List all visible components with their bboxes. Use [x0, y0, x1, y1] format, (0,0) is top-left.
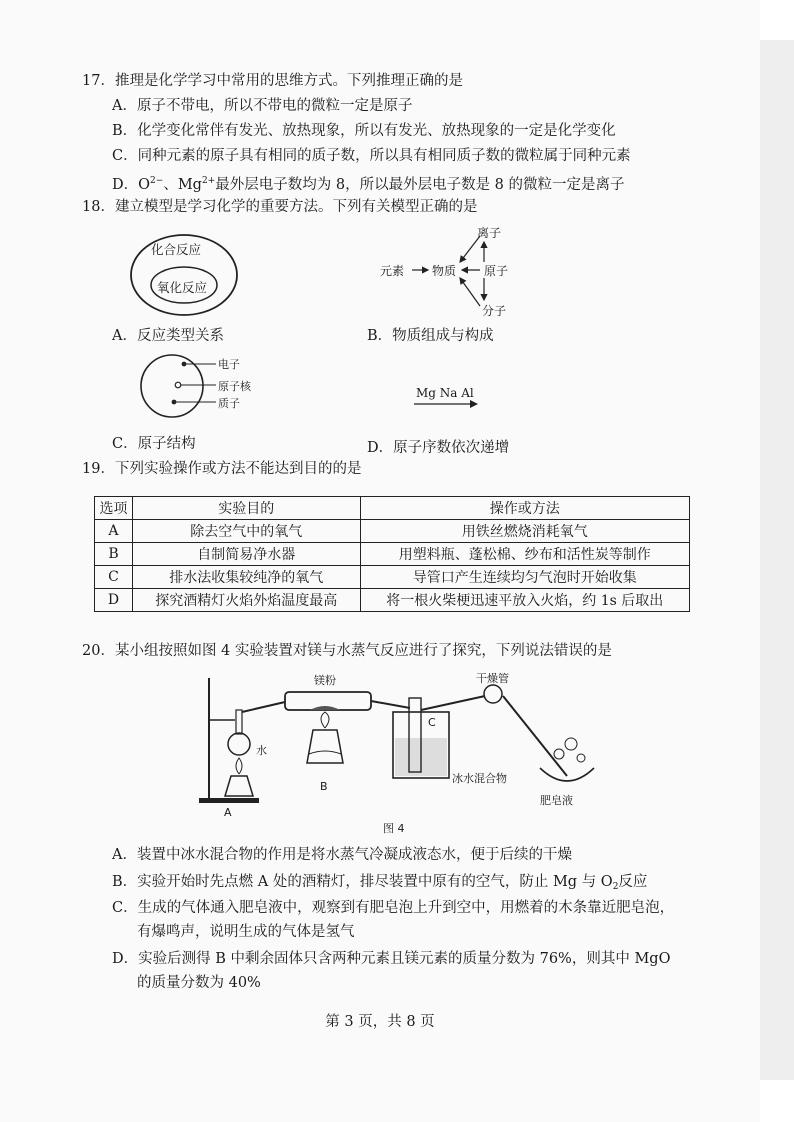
q18-a-inner-label: 氧化反应	[157, 280, 208, 295]
q20-label-mg: 镁粉	[314, 674, 336, 687]
q17-option-d: D．$O^{2-}$、$Mg^{2+}$最外层电子数均为 8，所以最外层电子数是 8 的微粒一定是离子	[112, 176, 625, 193]
table-cell: C	[95, 566, 133, 589]
q20-option-b: B．实验开始时先点燃 A 处的酒精灯，排尽装置中原有的空气，防止 Mg 与 $O_2$反应	[112, 874, 648, 892]
q18-b-wuzhi: 物质	[432, 264, 457, 278]
q18-b-yuansu: 元素	[380, 264, 405, 278]
q20-label-soap: 肥皂液	[540, 794, 573, 807]
scan-edge	[760, 40, 794, 1080]
q20-option-a: A．装置中冰水混合物的作用是将水蒸气冷凝成液态水，便于后续的干燥	[112, 847, 572, 863]
table-cell: 用塑料瓶、蓬松棉、纱布和活性炭等制作	[360, 543, 689, 566]
q19-stem: 19．下列实验操作或方法不能达到目的的是	[82, 461, 362, 477]
electron-dot	[182, 362, 187, 367]
q20-label-ice: 冰水混合物	[452, 772, 507, 785]
q20-figure-caption: 图 4	[383, 822, 405, 835]
q20-option-c: C．生成的气体通入肥皂液中，观察到有肥皂泡上升到空中，用燃着的木条靠近肥皂泡，	[112, 900, 675, 916]
nucleus-dot	[175, 382, 181, 388]
q18-b-fenzi: 分子	[482, 304, 507, 318]
table-row	[95, 543, 690, 566]
table-cell: 自制简易净水器	[132, 543, 360, 566]
q18-c-nucleus: 原子核	[218, 380, 251, 393]
q17-option-c: C．同种元素的原子具有相同的质子数，所以具有相同质子数的微粒属于同种元素	[112, 148, 631, 164]
flask-a	[228, 733, 250, 755]
q20-label-a: A	[224, 806, 232, 819]
table-row	[95, 589, 690, 612]
q19-table	[94, 496, 690, 612]
q18-c-electron: 电子	[218, 358, 240, 371]
table-cell: B	[95, 543, 133, 566]
q20-option-d: D．实验后测得 B 中剩余固体只含两种元素且镁元素的质量分数为 76%，则其中 MgO	[112, 951, 671, 967]
table-header-cell: 选项	[95, 497, 133, 520]
table-header-row	[95, 497, 690, 520]
q18-d-arrow	[414, 400, 478, 410]
q20-label-c: C	[428, 716, 436, 729]
table-cell: 导管口产生连续均匀气泡时开始收集	[360, 566, 689, 589]
q17-option-b: B．化学变化常伴有发光、放热现象，所以有发光、放热现象的一定是化学变化	[112, 123, 616, 139]
burner-a	[225, 776, 253, 796]
q20-label-b: B	[320, 780, 328, 793]
table-cell: 排水法收集较纯净的氧气	[132, 566, 360, 589]
iron-stand-base	[199, 798, 259, 803]
table-row	[95, 520, 690, 543]
q18-b-lizi: 离子	[477, 226, 502, 240]
q20-stem: 20．某小组按照如图 4 实验装置对镁与水蒸气反应进行了探究，下列说法错误的是	[82, 643, 612, 659]
q18-c-diagram	[138, 352, 218, 422]
q20-label-water: 水	[256, 744, 267, 757]
q17-option-a: A．原子不带电，所以不带电的微粒一定是原子	[112, 98, 413, 114]
table-row	[95, 566, 690, 589]
proton-dot	[172, 400, 177, 405]
q18-b-yuanzi: 原子	[484, 264, 509, 278]
q18-a-caption: A．反应类型关系	[112, 328, 224, 344]
table-cell: A	[95, 520, 133, 543]
q18-c-proton: 质子	[218, 397, 240, 410]
table-cell: 用铁丝燃烧消耗氧气	[360, 520, 689, 543]
page-footer: 第 3 页，共 8 页	[325, 1014, 435, 1030]
table-cell: 探究酒精灯火焰外焰温度最高	[132, 589, 360, 612]
q20-option-d-cont: 的质量分数为 40%	[137, 975, 261, 991]
q20-option-c-cont: 有爆鸣声，说明生成的气体是氢气	[137, 924, 355, 940]
q17-stem: 17．推理是化学学习中常用的思维方式。下列推理正确的是	[82, 73, 463, 89]
q18-b-caption: B．物质组成与构成	[367, 328, 494, 344]
q18-d-elements: Mg Na Al	[416, 386, 474, 400]
q18-c-caption: C．原子结构	[112, 436, 196, 452]
q18-stem: 18．建立模型是学习化学的重要方法。下列有关模型正确的是	[82, 199, 478, 215]
q18-d-caption: D．原子序数依次递增	[367, 440, 510, 456]
table-header-cell: 操作或方法	[360, 497, 689, 520]
drying-tube	[484, 685, 502, 703]
burner-b	[307, 730, 343, 763]
table-cell: D	[95, 589, 133, 612]
table-header-cell: 实验目的	[132, 497, 360, 520]
table-cell: 将一根火柴梗迅速平放入火焰，约 1s 后取出	[360, 589, 689, 612]
table-cell: 除去空气中的氧气	[132, 520, 360, 543]
q18-a-outer-label: 化合反应	[151, 242, 202, 257]
q20-label-dry: 干燥管	[476, 672, 509, 685]
